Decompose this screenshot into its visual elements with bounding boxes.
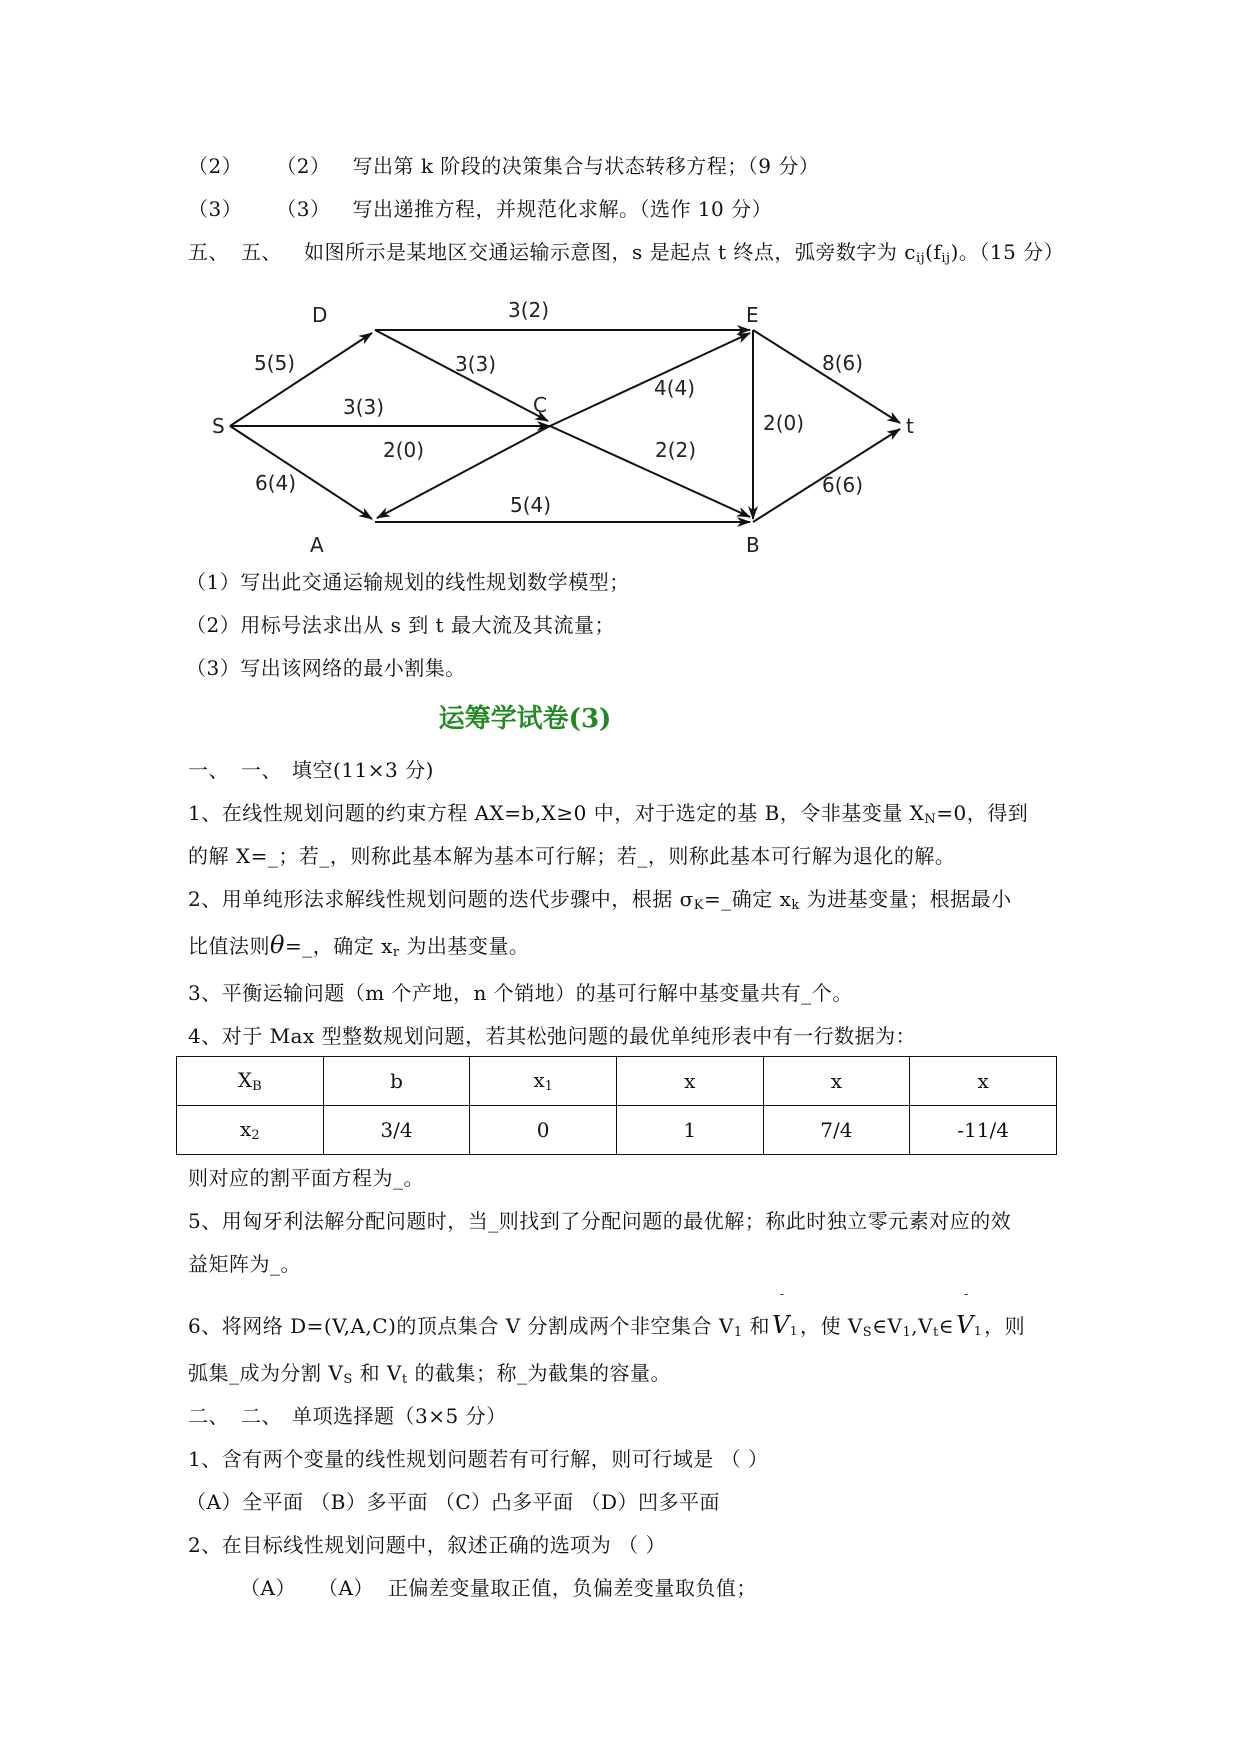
subscript: 1 bbox=[733, 1325, 743, 1340]
text: 和 bbox=[742, 1314, 770, 1338]
table-cell: $X_B$ bbox=[177, 1057, 324, 1106]
fill-q3: 3、平衡运输问题（m 个产地，n 个销地）的基可行解中基变量共有_个。 bbox=[188, 981, 853, 1005]
subscript: 1 bbox=[902, 1325, 912, 1340]
table-cell: 7/4 bbox=[763, 1106, 910, 1155]
edge-label-a-b: 5(4) bbox=[510, 493, 552, 517]
node-t: t bbox=[906, 414, 914, 438]
edge-label-s-c: 3(3) bbox=[343, 395, 385, 419]
text: 弧集_成为分割 V bbox=[188, 1361, 344, 1385]
sub-question-1: （1）写出此交通运输规划的线性规划数学模型； bbox=[186, 570, 630, 594]
fill-q5-line2: 益矩阵为_。 bbox=[188, 1252, 301, 1276]
node-s: S bbox=[212, 414, 225, 438]
edge-label-s-a: 6(4) bbox=[255, 471, 297, 495]
edge-label-c-e: 4(4) bbox=[654, 376, 696, 400]
edge-c-e bbox=[550, 333, 750, 426]
table-cell: b bbox=[323, 1057, 470, 1106]
edge-label-s-d: 5(5) bbox=[254, 351, 296, 375]
table-header-row bbox=[177, 1057, 1057, 1106]
option-number: （A） bbox=[240, 1576, 296, 1600]
section-heading: 填空(11×3 分) bbox=[292, 758, 434, 782]
fill-q1-line1 bbox=[188, 797, 1028, 827]
item-number-repeat: （3） bbox=[276, 197, 331, 221]
simplex-row-table bbox=[176, 1056, 1057, 1155]
text: ，使 V bbox=[799, 1314, 863, 1338]
table-cell: x bbox=[763, 1057, 910, 1106]
fill-q5-line1: 5、用匈牙利法解分配问题时，当_则找到了分配问题的最优解；称此时独立零元素对应的效 bbox=[188, 1209, 1012, 1233]
item-text: (f bbox=[925, 240, 942, 264]
text: ,V bbox=[911, 1314, 934, 1338]
edge-label-b-t: 6(6) bbox=[822, 473, 864, 497]
fill-q6-line1 bbox=[188, 1287, 1026, 1340]
table-cell: 3/4 bbox=[323, 1106, 470, 1155]
text: 比值法则 bbox=[188, 934, 270, 958]
item-text: 如图所示是某地区交通运输示意图，s 是起点 t 终点，弧旁数字为 c bbox=[304, 240, 916, 264]
choice-q2-option-a bbox=[240, 1572, 757, 1601]
node-b: B bbox=[746, 533, 760, 557]
table-cell: -11/4 bbox=[910, 1106, 1057, 1155]
edge-s-a bbox=[230, 426, 372, 519]
subscript: K bbox=[693, 898, 704, 913]
text: 和 V bbox=[352, 1361, 402, 1385]
question-line-2 bbox=[188, 150, 819, 179]
text: ∈ bbox=[938, 1314, 955, 1338]
sub-question-3: （3）写出该网络的最小割集。 bbox=[186, 656, 466, 680]
section-heading: 单项选择题（3×5 分） bbox=[292, 1404, 507, 1428]
option-number-repeat: （A） bbox=[317, 1576, 374, 1600]
text: 为进基变量；根据最小 bbox=[799, 887, 1012, 911]
node-e: E bbox=[746, 303, 759, 327]
exam-title: 运筹学试卷(3) bbox=[438, 704, 612, 734]
text: 的截集；称_为截集的容量。 bbox=[407, 1361, 671, 1385]
subscript: ij bbox=[915, 251, 926, 266]
text: =0，得到 bbox=[936, 801, 1029, 825]
item-number-repeat: 五、 bbox=[241, 240, 282, 264]
v1-complement-symbol: - V1 bbox=[772, 1287, 798, 1339]
item-text: 写出第 k 阶段的决策集合与状态转移方程；（9 分） bbox=[352, 154, 820, 178]
section-number: 一、 bbox=[188, 758, 229, 782]
edge-label-c-b: 2(2) bbox=[655, 438, 697, 462]
fill-q6-line2 bbox=[188, 1357, 671, 1387]
edge-label-e-t: 8(6) bbox=[822, 351, 864, 375]
item-number-repeat: （2） bbox=[276, 154, 331, 178]
table-cell: $x_1$ bbox=[470, 1057, 617, 1106]
edge-label-d-e: 3(2) bbox=[508, 298, 550, 322]
item-number: （3） bbox=[188, 197, 243, 221]
item-number: （2） bbox=[188, 154, 243, 178]
text: =_确定 x bbox=[703, 887, 792, 911]
section-number-repeat: 一、 bbox=[241, 758, 282, 782]
node-a: A bbox=[310, 533, 324, 557]
text: =_，确定 x bbox=[284, 934, 393, 958]
question-five bbox=[188, 236, 1064, 266]
table-cell: $x_2$ bbox=[177, 1106, 324, 1155]
transport-network-diagram bbox=[200, 290, 940, 560]
subscript: k bbox=[791, 898, 800, 913]
fill-q1-line2: 的解 X=_；若_，则称此基本解为基本可行解；若_，则称此基本可行解为退化的解。 bbox=[188, 844, 956, 868]
table-row bbox=[177, 1106, 1057, 1155]
v1-complement-symbol: - V1 bbox=[956, 1287, 983, 1339]
fill-q4-after: 则对应的割平面方程为_。 bbox=[188, 1166, 424, 1190]
item-number: 五、 bbox=[188, 240, 229, 264]
edge-c-b bbox=[550, 426, 750, 517]
choice-q1-options: （A）全平面 （B）多平面 （C）凸多平面 （D）凹多平面 bbox=[186, 1490, 721, 1514]
item-text: )。（15 分） bbox=[950, 240, 1065, 264]
section2-heading bbox=[188, 1400, 507, 1429]
subscript: t bbox=[401, 1372, 408, 1387]
choice-q1: 1、含有两个变量的线性规划问题若有可行解，则可行域是 （ ） bbox=[188, 1447, 769, 1471]
subscript: t bbox=[933, 1325, 939, 1340]
edge-e-t bbox=[753, 330, 900, 423]
option-text: 正偏差变量取正值，负偏差变量取负值； bbox=[387, 1576, 757, 1600]
text: ∈V bbox=[872, 1314, 903, 1338]
sub-question-2: （2）用标号法求出从 s 到 t 最大流及其流量； bbox=[186, 613, 615, 637]
node-d: D bbox=[312, 303, 328, 327]
choice-q2: 2、在目标线性规划问题中，叙述正确的选项为 （ ） bbox=[188, 1533, 666, 1557]
edge-label-e-b: 2(0) bbox=[763, 411, 805, 435]
subscript: ij bbox=[941, 251, 951, 266]
section1-heading bbox=[188, 754, 434, 783]
subscript: N bbox=[924, 812, 937, 827]
table-cell: x bbox=[616, 1057, 763, 1106]
section-number-repeat: 二、 bbox=[241, 1404, 282, 1428]
text: 2、用单纯形法求解线性规划问题的迭代步骤中，根据 σ bbox=[188, 887, 694, 911]
text: ，则 bbox=[984, 1314, 1026, 1338]
subscript: S bbox=[862, 1325, 873, 1340]
subscript: S bbox=[343, 1372, 353, 1387]
fill-q4: 4、对于 Max 型整数规划问题，若其松弛问题的最优单纯形表中有一行数据为： bbox=[188, 1024, 917, 1048]
edge-label-d-c: 3(3) bbox=[455, 352, 497, 376]
section-number: 二、 bbox=[188, 1404, 229, 1428]
table-cell: x bbox=[910, 1057, 1057, 1106]
text: 为出基变量。 bbox=[399, 934, 530, 958]
table-cell: 1 bbox=[616, 1106, 763, 1155]
text: 6、将网络 D=(V,A,C)的顶点集合 V 分割成两个非空集合 V bbox=[188, 1314, 734, 1338]
subscript: r bbox=[392, 945, 400, 960]
node-c: C bbox=[533, 393, 547, 417]
text: 1、在线性规划问题的约束方程 AX=b,X≥0 中，对于选定的基 B，令非基变量 X bbox=[188, 801, 925, 825]
edge-label-c-a: 2(0) bbox=[383, 438, 425, 462]
fill-q2-line1 bbox=[188, 883, 1012, 913]
table-cell: 0 bbox=[470, 1106, 617, 1155]
item-text: 写出递推方程，并规范化求解。（选作 10 分） bbox=[352, 197, 773, 221]
theta-symbol: θ bbox=[270, 931, 285, 959]
fill-q2-line2 bbox=[188, 930, 529, 960]
question-line-3 bbox=[188, 193, 772, 222]
